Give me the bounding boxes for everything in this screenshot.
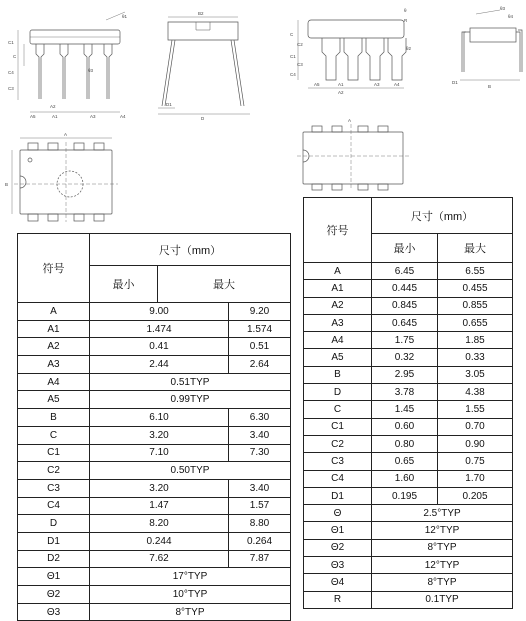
dim-label: A	[348, 118, 352, 123]
header-dimension: 尺寸（mm）	[90, 234, 291, 266]
header-symbol: 符号	[304, 198, 372, 263]
min-value-cell: 7.62	[90, 550, 229, 568]
symbol-cell: Θ2	[18, 586, 90, 604]
symbol-cell: Θ	[304, 505, 372, 522]
dim-label: A4	[394, 82, 400, 87]
dip-top-view	[12, 138, 118, 222]
min-value-cell: 3.20	[90, 479, 229, 497]
max-value-cell: 1.85	[438, 332, 513, 349]
dim-label: θ	[404, 8, 407, 13]
typ-value-cell: 8°TYP	[372, 539, 513, 556]
table-row	[18, 532, 291, 550]
table-row	[304, 332, 513, 349]
max-value-cell: 0.33	[438, 349, 513, 366]
symbol-cell: B	[304, 366, 372, 383]
table-row	[304, 435, 513, 452]
dim-label: A2	[338, 90, 344, 95]
typ-value-cell: 8°TYP	[372, 574, 513, 591]
dim-label: A2	[50, 104, 56, 109]
min-value-cell: 1.474	[90, 320, 229, 338]
symbol-cell: C2	[304, 435, 372, 452]
table-row	[304, 557, 513, 574]
max-value-cell: 0.75	[438, 453, 513, 470]
symbol-cell: B	[18, 409, 90, 427]
max-value-cell: 8.80	[229, 515, 291, 533]
min-value-cell: 0.80	[372, 435, 438, 452]
dim-label: D	[201, 116, 205, 121]
table-row	[18, 426, 291, 444]
table-row	[18, 586, 291, 604]
max-value-cell: 1.55	[438, 401, 513, 418]
dimension-table-right	[303, 197, 513, 609]
table-row	[304, 366, 513, 383]
symbol-cell: D	[18, 515, 90, 533]
symbol-cell: Θ3	[18, 603, 90, 621]
max-value-cell: 0.655	[438, 314, 513, 331]
max-value-cell: 1.70	[438, 470, 513, 487]
table-row	[304, 591, 513, 608]
table-row	[304, 314, 513, 331]
dim-label: C	[13, 54, 17, 59]
symbol-cell: C4	[18, 497, 90, 515]
min-value-cell: 0.244	[90, 532, 229, 550]
table-row	[304, 470, 513, 487]
dim-label: θ4	[508, 14, 514, 19]
dim-label: B2	[198, 11, 204, 16]
dim-label: θ3	[500, 6, 506, 11]
dim-label: A1	[338, 82, 344, 87]
dim-label: B	[5, 182, 9, 187]
min-value-cell: 1.75	[372, 332, 438, 349]
symbol-cell: A	[18, 303, 90, 321]
header-min: 最小	[90, 266, 158, 303]
typ-value-cell: 12°TYP	[372, 557, 513, 574]
typ-value-cell: 17°TYP	[90, 568, 291, 586]
symbol-cell: A	[304, 263, 372, 280]
max-value-cell: 0.90	[438, 435, 513, 452]
table-row	[18, 391, 291, 409]
header-min: 最小	[372, 234, 438, 263]
min-value-cell: 0.845	[372, 297, 438, 314]
dip-front-view	[18, 12, 125, 112]
dim-label: A3	[90, 114, 96, 119]
dimension-table-left	[17, 233, 291, 621]
table-row	[304, 401, 513, 418]
table-row	[304, 539, 513, 556]
table-row	[18, 444, 291, 462]
min-value-cell: 8.20	[90, 515, 229, 533]
table-row	[18, 303, 291, 321]
typ-value-cell: 10°TYP	[90, 586, 291, 604]
symbol-cell: C1	[18, 444, 90, 462]
table-row	[18, 550, 291, 568]
symbol-cell: C	[304, 401, 372, 418]
dim-label: D1	[452, 80, 458, 85]
symbol-cell: D1	[304, 487, 372, 504]
dim-label: θ3	[88, 68, 94, 73]
typ-value-cell: 8°TYP	[90, 603, 291, 621]
table-row	[18, 568, 291, 586]
typ-value-cell: 0.50TYP	[90, 462, 291, 480]
typ-value-cell: 0.1TYP	[372, 591, 513, 608]
symbol-cell: C	[18, 426, 90, 444]
symbol-cell: Θ3	[304, 557, 372, 574]
dim-label: A4	[120, 114, 126, 119]
symbol-cell: Θ1	[304, 522, 372, 539]
symbol-cell: A3	[18, 356, 90, 374]
sop-top-view	[297, 124, 410, 190]
max-value-cell: 4.38	[438, 384, 513, 401]
dim-label: C1	[290, 54, 296, 59]
max-value-cell: 6.55	[438, 263, 513, 280]
symbol-cell: C4	[304, 470, 372, 487]
symbol-cell: A1	[18, 320, 90, 338]
dim-label: C2	[297, 42, 303, 47]
header-dimension: 尺寸（mm）	[372, 198, 513, 234]
table-row	[18, 479, 291, 497]
max-value-cell: 0.51	[229, 338, 291, 356]
symbol-cell: A5	[304, 349, 372, 366]
table-row	[18, 373, 291, 391]
max-value-cell: 0.205	[438, 487, 513, 504]
symbol-cell: D2	[18, 550, 90, 568]
min-value-cell: 1.45	[372, 401, 438, 418]
typ-value-cell: 12°TYP	[372, 522, 513, 539]
max-value-cell: 1.57	[229, 497, 291, 515]
symbol-cell: D	[304, 384, 372, 401]
dim-label: C1	[8, 40, 14, 45]
dim-label: A5	[30, 114, 36, 119]
table-row	[18, 338, 291, 356]
symbol-cell: R	[304, 591, 372, 608]
dim-label: A3	[374, 82, 380, 87]
min-value-cell: 2.95	[372, 366, 438, 383]
min-value-cell: 2.44	[90, 356, 229, 374]
symbol-cell: A3	[304, 314, 372, 331]
table-row	[18, 603, 291, 621]
dim-label: C4	[290, 72, 296, 77]
table-row	[18, 462, 291, 480]
symbol-cell: Θ4	[304, 574, 372, 591]
min-value-cell: 3.78	[372, 384, 438, 401]
min-value-cell: 1.60	[372, 470, 438, 487]
min-value-cell: 0.41	[90, 338, 229, 356]
dim-label: A5	[314, 82, 320, 87]
table-row	[304, 280, 513, 297]
typ-value-cell: 2.5°TYP	[372, 505, 513, 522]
table-row	[18, 515, 291, 533]
dip-side-view	[158, 17, 250, 114]
table-row	[18, 409, 291, 427]
dim-label: C	[290, 32, 294, 37]
min-value-cell: 0.32	[372, 349, 438, 366]
min-value-cell: 0.65	[372, 453, 438, 470]
header-max: 最大	[438, 234, 513, 263]
dim-label: A1	[52, 114, 58, 119]
max-value-cell: 0.855	[438, 297, 513, 314]
symbol-cell: A5	[18, 391, 90, 409]
min-value-cell: 0.60	[372, 418, 438, 435]
max-value-cell: 9.20	[229, 303, 291, 321]
table-row	[304, 384, 513, 401]
min-value-cell: 1.47	[90, 497, 229, 515]
sop-side-view	[460, 10, 522, 80]
dim-label: C3	[8, 86, 14, 91]
symbol-cell: A4	[304, 332, 372, 349]
symbol-cell: A4	[18, 373, 90, 391]
symbol-cell: C1	[304, 418, 372, 435]
table-row	[304, 505, 513, 522]
table-row	[304, 349, 513, 366]
min-value-cell: 0.445	[372, 280, 438, 297]
symbol-cell: Θ1	[18, 568, 90, 586]
typ-value-cell: 0.99TYP	[90, 391, 291, 409]
symbol-cell: A1	[304, 280, 372, 297]
header-symbol: 符号	[18, 234, 90, 303]
table-row	[18, 497, 291, 515]
symbol-cell: C3	[304, 453, 372, 470]
dim-label: θ1	[122, 14, 128, 19]
symbol-cell: A2	[304, 297, 372, 314]
symbol-cell: C3	[18, 479, 90, 497]
dim-label: A	[64, 132, 68, 137]
table-row	[304, 263, 513, 280]
table-row	[304, 522, 513, 539]
table-row	[18, 320, 291, 338]
min-value-cell: 0.195	[372, 487, 438, 504]
symbol-cell: D1	[18, 532, 90, 550]
symbol-cell: C2	[18, 462, 90, 480]
table-row	[18, 356, 291, 374]
table-row	[304, 487, 513, 504]
max-value-cell: 3.05	[438, 366, 513, 383]
max-value-cell: 3.40	[229, 479, 291, 497]
table-row	[304, 574, 513, 591]
dim-label: R	[404, 18, 408, 23]
sop-front-view	[298, 20, 406, 88]
max-value-cell: 7.87	[229, 550, 291, 568]
max-value-cell: 6.30	[229, 409, 291, 427]
max-value-cell: 1.574	[229, 320, 291, 338]
min-value-cell: 3.20	[90, 426, 229, 444]
max-value-cell: 0.264	[229, 532, 291, 550]
min-value-cell: 6.45	[372, 263, 438, 280]
table-row	[304, 418, 513, 435]
min-value-cell: 0.645	[372, 314, 438, 331]
typ-value-cell: 0.51TYP	[90, 373, 291, 391]
dim-label: B	[488, 84, 492, 89]
min-value-cell: 7.10	[90, 444, 229, 462]
max-value-cell: 7.30	[229, 444, 291, 462]
min-value-cell: 6.10	[90, 409, 229, 427]
dim-label: D1	[166, 102, 172, 107]
max-value-cell: 2.64	[229, 356, 291, 374]
header-max: 最大	[158, 266, 291, 303]
symbol-cell: Θ2	[304, 539, 372, 556]
max-value-cell: 0.455	[438, 280, 513, 297]
table-row	[304, 297, 513, 314]
dim-label: C3	[297, 62, 303, 67]
table-row	[304, 453, 513, 470]
symbol-cell: A2	[18, 338, 90, 356]
dim-label: θ2	[406, 46, 412, 51]
dim-label: C4	[8, 70, 14, 75]
max-value-cell: 0.70	[438, 418, 513, 435]
max-value-cell: 3.40	[229, 426, 291, 444]
min-value-cell: 9.00	[90, 303, 229, 321]
